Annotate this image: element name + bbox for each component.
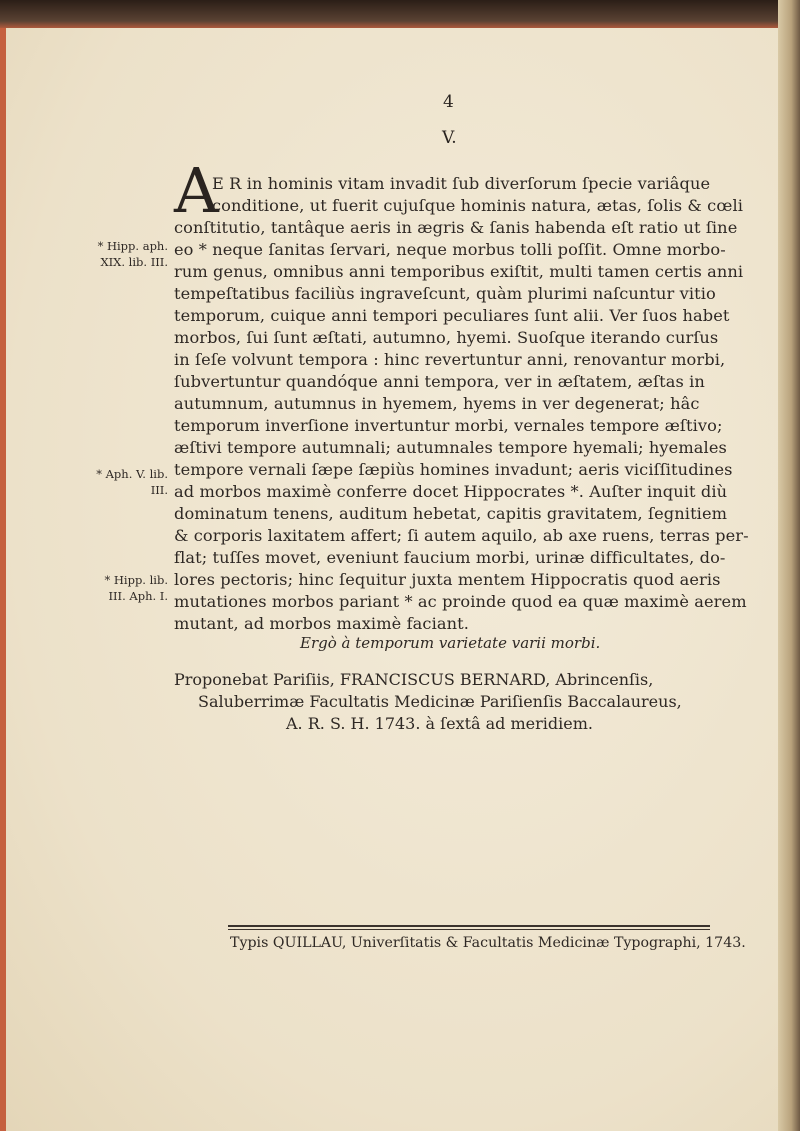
page-number: 4 (443, 92, 454, 112)
printer-imprint: Typis QUILLAU, Univerſitatis & Facultatis Medicinæ Typographi, 1743. (230, 935, 746, 951)
text-line: rum genus, omnibus anni temporibus exiſtit, multi tamen certis anni (174, 262, 744, 281)
text-line: dominatum tenens, auditum hebetat, capitis gravitatem, ſegnitiem (174, 504, 728, 523)
text-line: temporum inverſione invertuntur morbi, vernales tempore æſtivo; (174, 416, 723, 435)
book-top-edge (0, 0, 800, 30)
text-line: ſubvertuntur quandóque anni tempora, ver in æſtatem, æſtas in (174, 372, 705, 391)
text-line: E R in hominis vitam invadit ſub diverſorum ſpecie variâque (212, 174, 711, 193)
proponebat-line: Proponebat Pariſiis, FRANCISCUS BERNARD, Abrincenſis, (174, 670, 654, 689)
text-line: tempeſtatibus faciliùs ingraveſcunt, quàm plurimi naſcuntur vitio (174, 284, 716, 303)
text-line: ad morbos maximè conferre docet Hippocrates *. Auſter inquit diù (174, 482, 728, 501)
text-line: conditione, ut fuerit cujuſque hominis natura, ætas, ſolis & cœli (212, 196, 744, 215)
footer-rule-thin (228, 929, 710, 930)
proponebat-line: A. R. S. H. 1743. à ſextâ ad meridiem. (286, 714, 593, 733)
text-line: autumnum, autumnus in hyemem, hyems in ver degenerat; hâc (174, 394, 700, 413)
text-line: mutationes morbos pariant * ac proinde quod ea quæ maximè aerem (174, 592, 747, 611)
text-line: & corporis laxitatem affert; ſi autem aquilo, ab axe ruens, terras per- (174, 526, 749, 545)
side-note: * Aph. V. lib. III. (96, 467, 168, 497)
text-line: eo * neque ſanitas ſervari, neque morbus tolli poſſit. Omne morbo- (174, 240, 726, 259)
side-note: * Hipp. aph. XIX. lib. III. (97, 239, 168, 269)
footer-rule (228, 925, 710, 927)
text-line: conſtitutio, tantâque aeris in ægris & ſanis habenda eſt ratio ut ſine (174, 218, 738, 237)
conclusion: Ergò à temporum varietate varii morbi. (300, 634, 601, 652)
text-line: æſtivi tempore autumnali; autumnales tempore hyemali; hyemales (174, 438, 727, 457)
text-line: mutant, ad morbos maximè faciant. (174, 614, 469, 633)
text-line: tempore vernali ſæpe ſæpiùs homines invadunt; aeris viciſſitudines (174, 460, 733, 479)
text-line: flat; tuſſes movet, eveniunt faucium morbi, urinæ difficultates, do- (174, 548, 726, 567)
drop-cap: A (174, 154, 219, 227)
text-line: lores pectoris; hinc ſequitur juxta mentem Hippocratis quod aeris (174, 570, 721, 589)
side-note: * Hipp. lib. III. Aph. I. (104, 573, 168, 603)
text-line: in ſeſe volvunt tempora : hinc revertuntur anni, renovantur morbi, (174, 350, 726, 369)
proponebat-line: Saluberrimæ Facultatis Medicinæ Pariſienſis Baccalaureus, (198, 692, 682, 711)
text-line: temporum, cuique anni tempori peculiares ſunt alii. Ver ſuos habet (174, 306, 730, 325)
page-fore-edge (778, 0, 800, 1131)
section-number: V. (442, 128, 457, 148)
text-line: morbos, ſui ſunt æſtati, autumno, hyemi. Suoſque iterando curſus (174, 328, 719, 347)
